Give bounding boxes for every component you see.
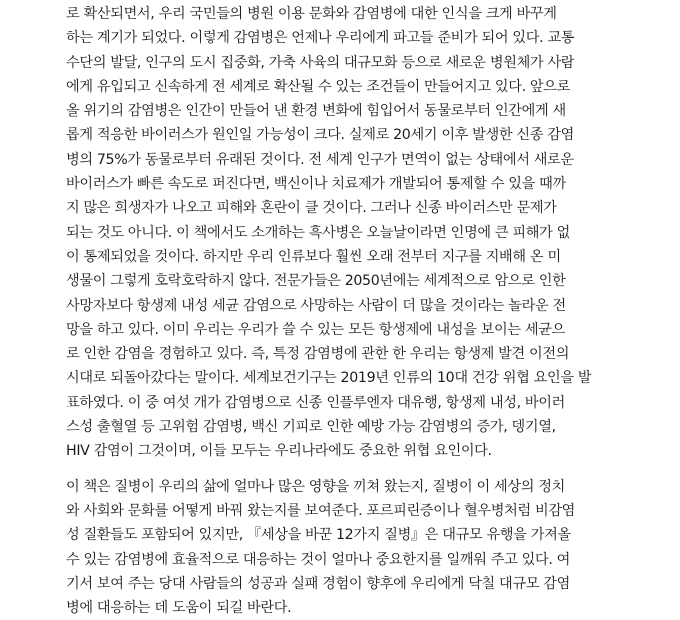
text-line: 기서 보여 주는 당대 사람들의 성공과 실패 경험이 향후에 우리에게 닥칠 대규모 감염 xyxy=(66,575,570,592)
text-line: 하는 계기가 되었다. 이렇게 감염병은 언제나 우리에게 파고들 준비가 되어 있다. 교통 xyxy=(66,30,575,47)
text-line: 병에 대응하는 데 도움이 되길 바란다. xyxy=(66,600,292,617)
text-line: 성 질환들도 포함되어 있지만, 『세상을 바꾼 12가지 질병』은 대규모 유행을 가져올 xyxy=(66,527,571,544)
text-line: 사망자보다 항생제 내성 세균 감염으로 사망하는 사람이 더 많을 것이라는 놀라운 전 xyxy=(66,297,566,314)
text-line: 로 인한 감염을 경험하고 있다. 즉, 특정 감염병에 관한 한 우리는 항생제 발견 이전의 xyxy=(66,346,570,363)
text-line: 에게 유입되고 신속하게 전 세계로 확산될 수 있는 조건들이 만들어지고 있다. 앞으로 xyxy=(66,78,570,95)
paragraph-1 xyxy=(66,2,664,464)
paragraph-2 xyxy=(66,475,664,620)
text-line: 되는 것도 아니다. 이 책에서도 소개하는 흑사병은 오늘날이라면 인명에 큰 피해가 없 xyxy=(66,224,570,241)
text-line: 망을 하고 있다. 이미 우리는 우리가 쓸 수 있는 모든 항생제에 내성을 보이는 세균으 xyxy=(66,321,565,338)
text-line: 이 통제되었을 것이다. 하지만 우리 인류보다 훨씬 오래 전부터 지구를 지배해 온 미 xyxy=(66,248,561,265)
text-line: 병의 75%가 동물로부터 유래된 것이다. 전 세계 인구가 면역이 없는 상태에서 새로운 xyxy=(66,151,574,168)
text-line: 바이러스가 빠른 속도로 퍼진다면, 백신이나 치료제가 개발되어 통제할 수 있을 때까 xyxy=(66,176,566,193)
text-line: 로 확산되면서, 우리 국민들의 병원 이용 문화와 감염병에 대한 인식을 크게 바꾸게 xyxy=(66,6,557,22)
text-line: 와 사회와 문화를 어떻게 바꿔 왔는지를 보여준다. 포르피린증이나 혈우병처럼 비감염 xyxy=(66,502,576,519)
text-line: 올 위기의 감염병은 인간이 만들어 낸 환경 변화에 힘입어서 동물로부터 인간에게 새 xyxy=(66,103,566,120)
text-line: HIV 감염이 그것이며, 이들 모두는 우리나라에도 중요한 위협 요인이다. xyxy=(66,443,492,460)
text-line: 스성 출혈열 등 고위험 감염병, 백신 기피로 인한 예방 가능 감염병의 증가, 뎅기열, xyxy=(66,419,556,436)
paragraph-gap xyxy=(66,464,664,475)
text-line: 롭게 적응한 바이러스가 원인일 가능성이 크다. 실제로 20세기 이후 발생한 신종 감염 xyxy=(66,127,574,144)
text-line: 생물이 그렇게 호락호락하지 않다. 전문가들은 2050년에는 세계적으로 암으로 인한 xyxy=(66,273,566,290)
text-line: 시대로 되돌아갔다는 말이다. 세계보건기구는 2019년 인류의 10대 건강 위협 요인을 발 xyxy=(66,370,592,387)
text-line: 표하였다. 이 중 여섯 개가 감염병으로 신종 인플루엔자 대유행, 항생제 내성, 바이러 xyxy=(66,394,565,411)
text-line: 이 책은 질병이 우리의 삶에 얼마나 많은 영향을 끼쳐 왔는지, 질병이 이 세상의 정치 xyxy=(66,478,565,495)
text-line: 수 있는 감염병에 효율적으로 대응하는 것이 얼마나 중요한지를 일깨워 주고 있다. 여 xyxy=(66,551,570,568)
text-line: 지 많은 희생자가 나오고 피해와 혼란이 클 것이다. 그러나 신종 바이러스만 문제가 xyxy=(66,200,557,217)
text-line: 수단의 발달, 인구의 도시 집중화, 가축 사육의 대규모화 등으로 새로운 병원체가 사람 xyxy=(66,54,575,71)
